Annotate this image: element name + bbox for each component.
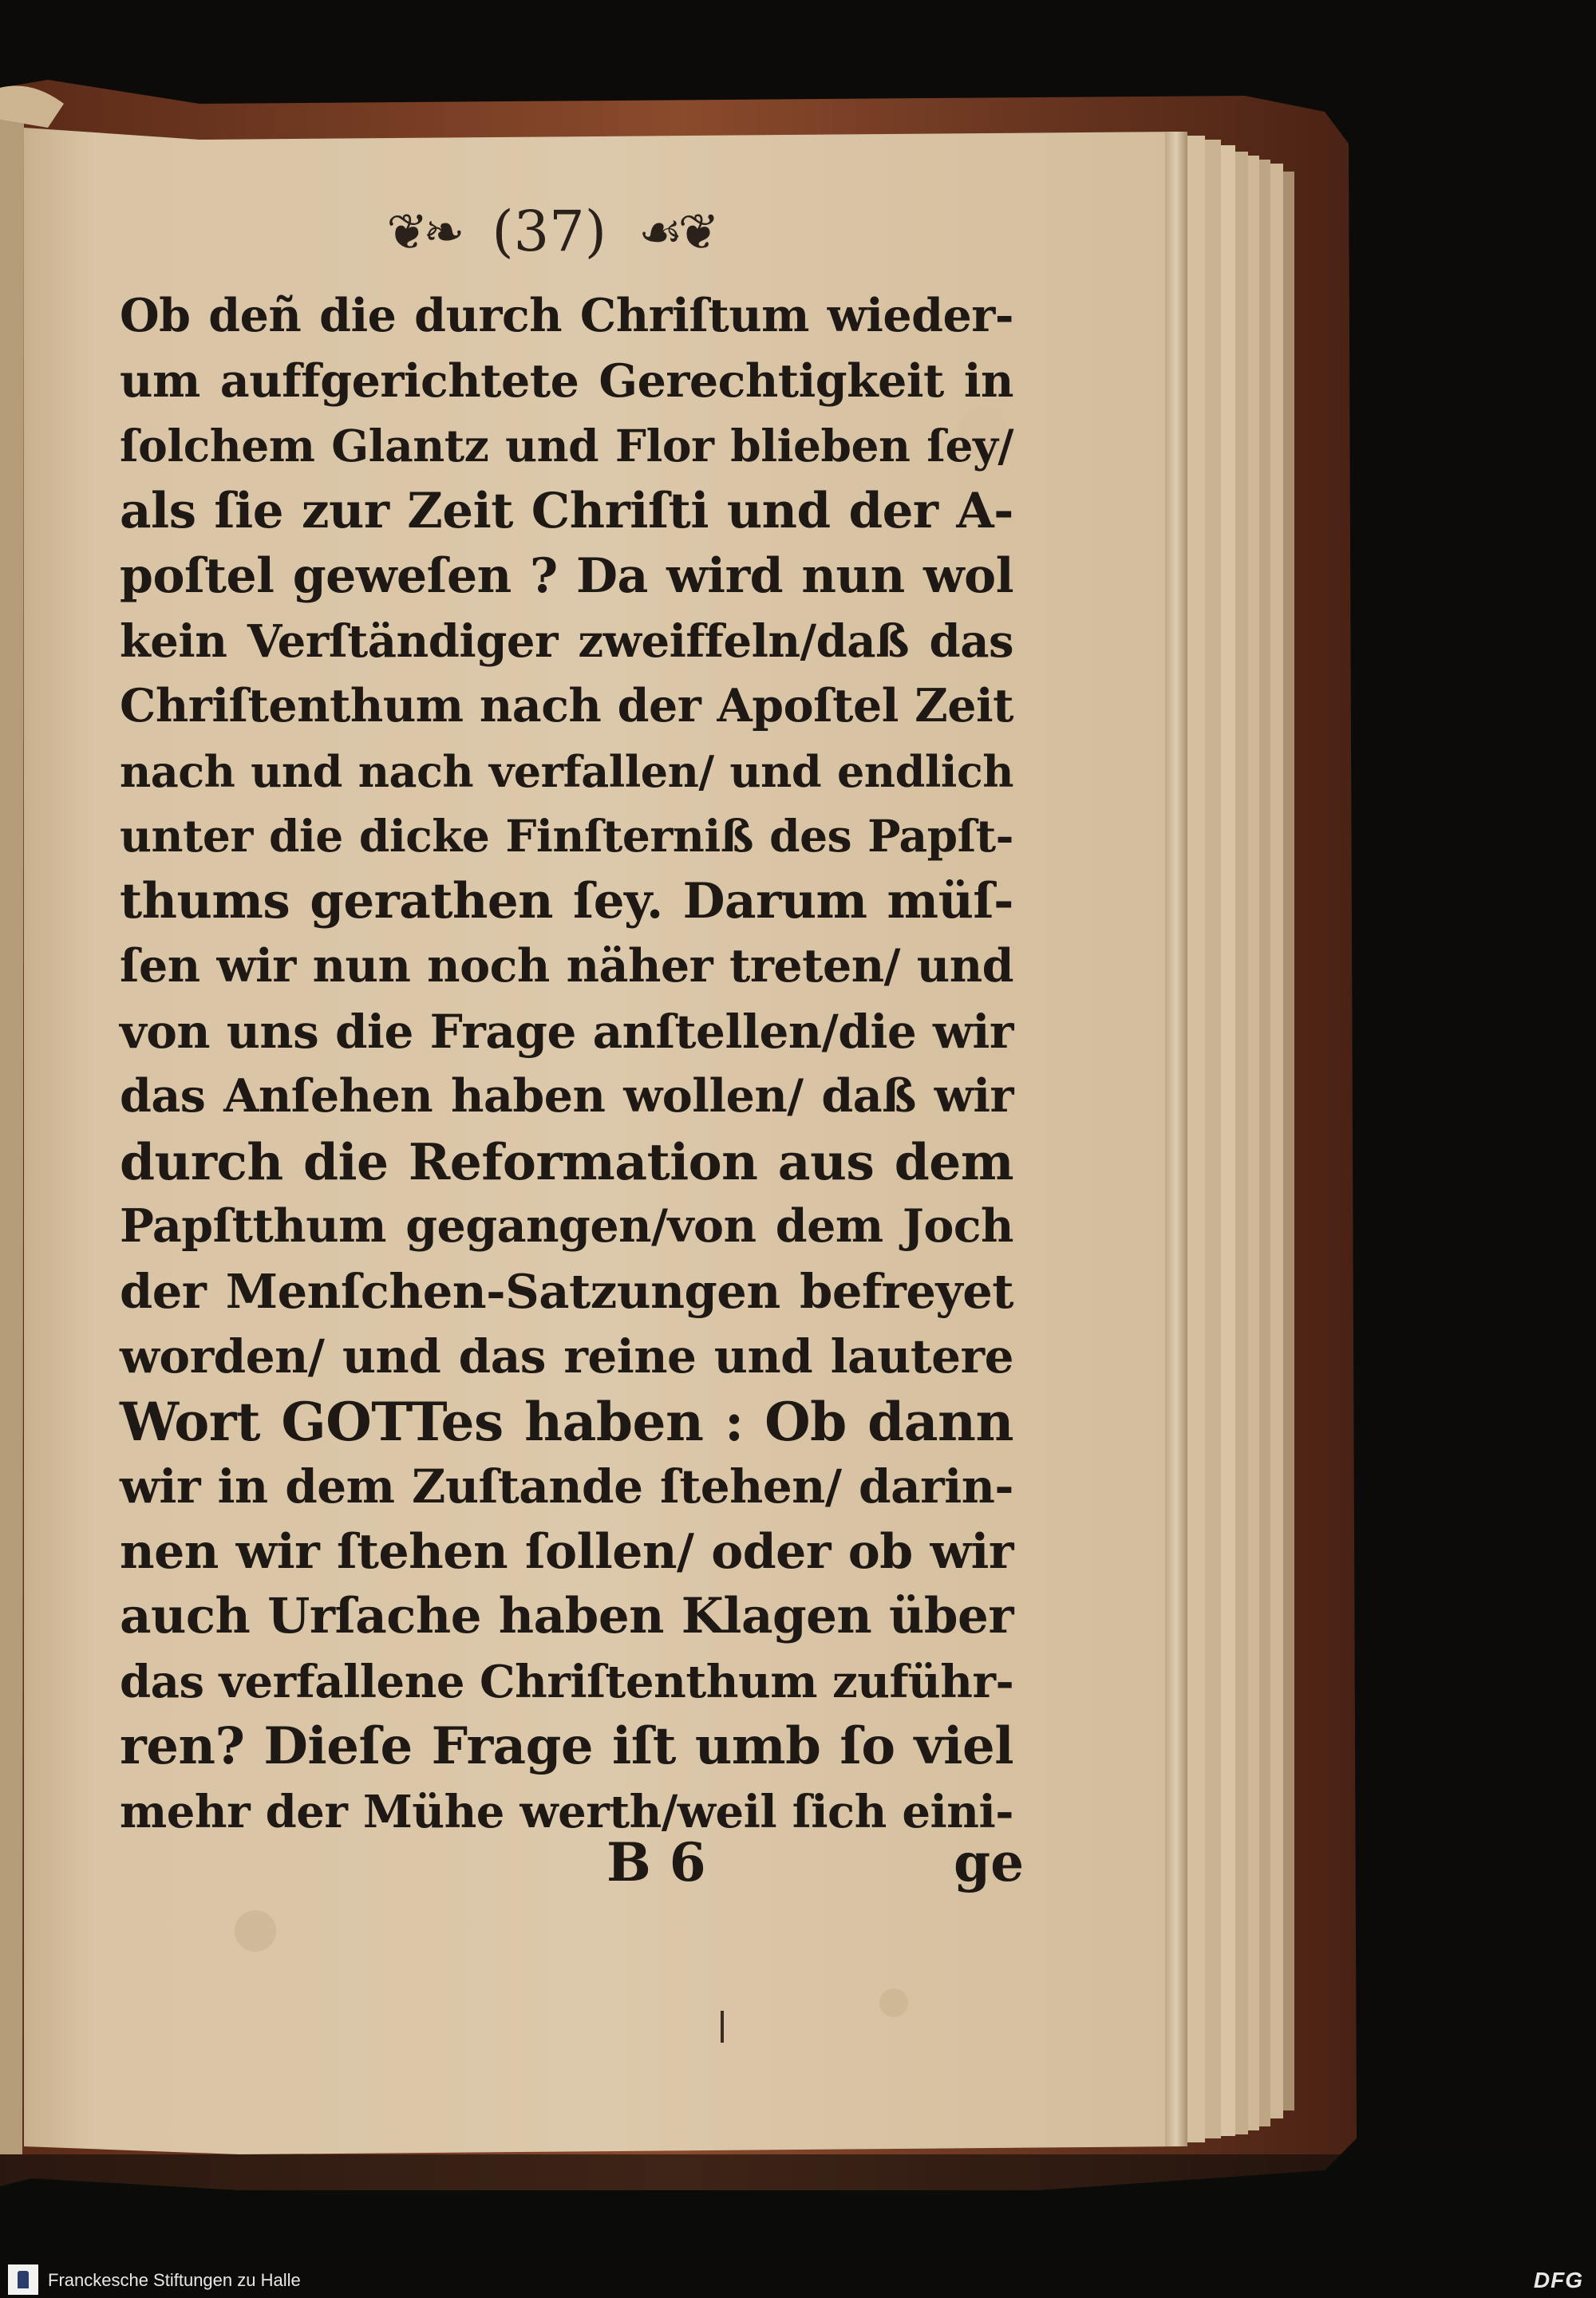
text-line: nach und nach verfallen/ und endlich [120,745,1013,797]
text-line: Wort GOTTes haben : Ob dann [120,1390,1013,1453]
text-line: der Menſchen-Satzungen befreyet [120,1263,1013,1319]
text-line: das Anſehen haben wollen/ daß wir [120,1069,1013,1123]
dfg-logo: DFG [1533,2268,1583,2292]
right-ornament-icon: ☙❦ [638,202,715,261]
text-line: ren? Dieſe Frage iſt umb ſo viel [120,1716,1013,1776]
text-line: durch die Reformation aus dem [120,1131,1013,1191]
text-line: Ob deñ die durch Chriſtum wieder- [120,289,1013,342]
text-line: worden/ und das reine und lautere [120,1329,1013,1384]
text-line: unter die dicke Finſterniß des Papſt- [120,810,1013,862]
page-number: (37) [492,199,607,264]
text-line: mehr der Mühe werth/weil ſich eini- [120,1785,1013,1838]
text-line: auch Urſache haben Klagen über [120,1588,1013,1645]
text-line: von uns die Frage anſtellen/die wir [120,1004,1013,1059]
institution-logo-icon [8,2264,38,2295]
running-header [343,192,758,271]
page-edge-stack [1165,132,1294,2146]
text-line: ſolchem Glantz und Flor blieben ſey/ [120,420,1013,472]
text-line: das verfallene Chriſtenthum zuführ- [120,1655,1014,1708]
text-line: kein Verſtändiger zweiffeln/daß das [120,614,1013,668]
text-line: poſtel geweſen ? Da wird nun wol [120,548,1013,604]
text-line: Papſtthum gegangen/von dem Joch [120,1199,1013,1253]
left-page-stub [0,120,24,2154]
text-line: thums gerathen ſey. Darum müſ- [120,872,1013,930]
signature-mark: B 6 [606,1831,706,1893]
text-line: ſen wir nun noch näher treten/ und [120,939,1013,993]
text-line: Chriſtenthum nach der Apoſtel Zeit [120,679,1013,732]
text-line: als ſie zur Zeit Chriſti und der A- [120,482,1013,539]
footer-institution: Franckesche Stiftungen zu Halle [48,2270,301,2290]
text-line: wir in dem Zuſtande ſtehen/ darin- [120,1459,1013,1514]
left-ornament-icon: ❦❧ [386,202,460,261]
catchword: ge [954,1831,1025,1893]
text-line: um auffgerichtete Gerechtigkeit in [120,353,1013,408]
text-line: nen wir ſtehen ſollen/ oder ob wir [120,1523,1013,1580]
